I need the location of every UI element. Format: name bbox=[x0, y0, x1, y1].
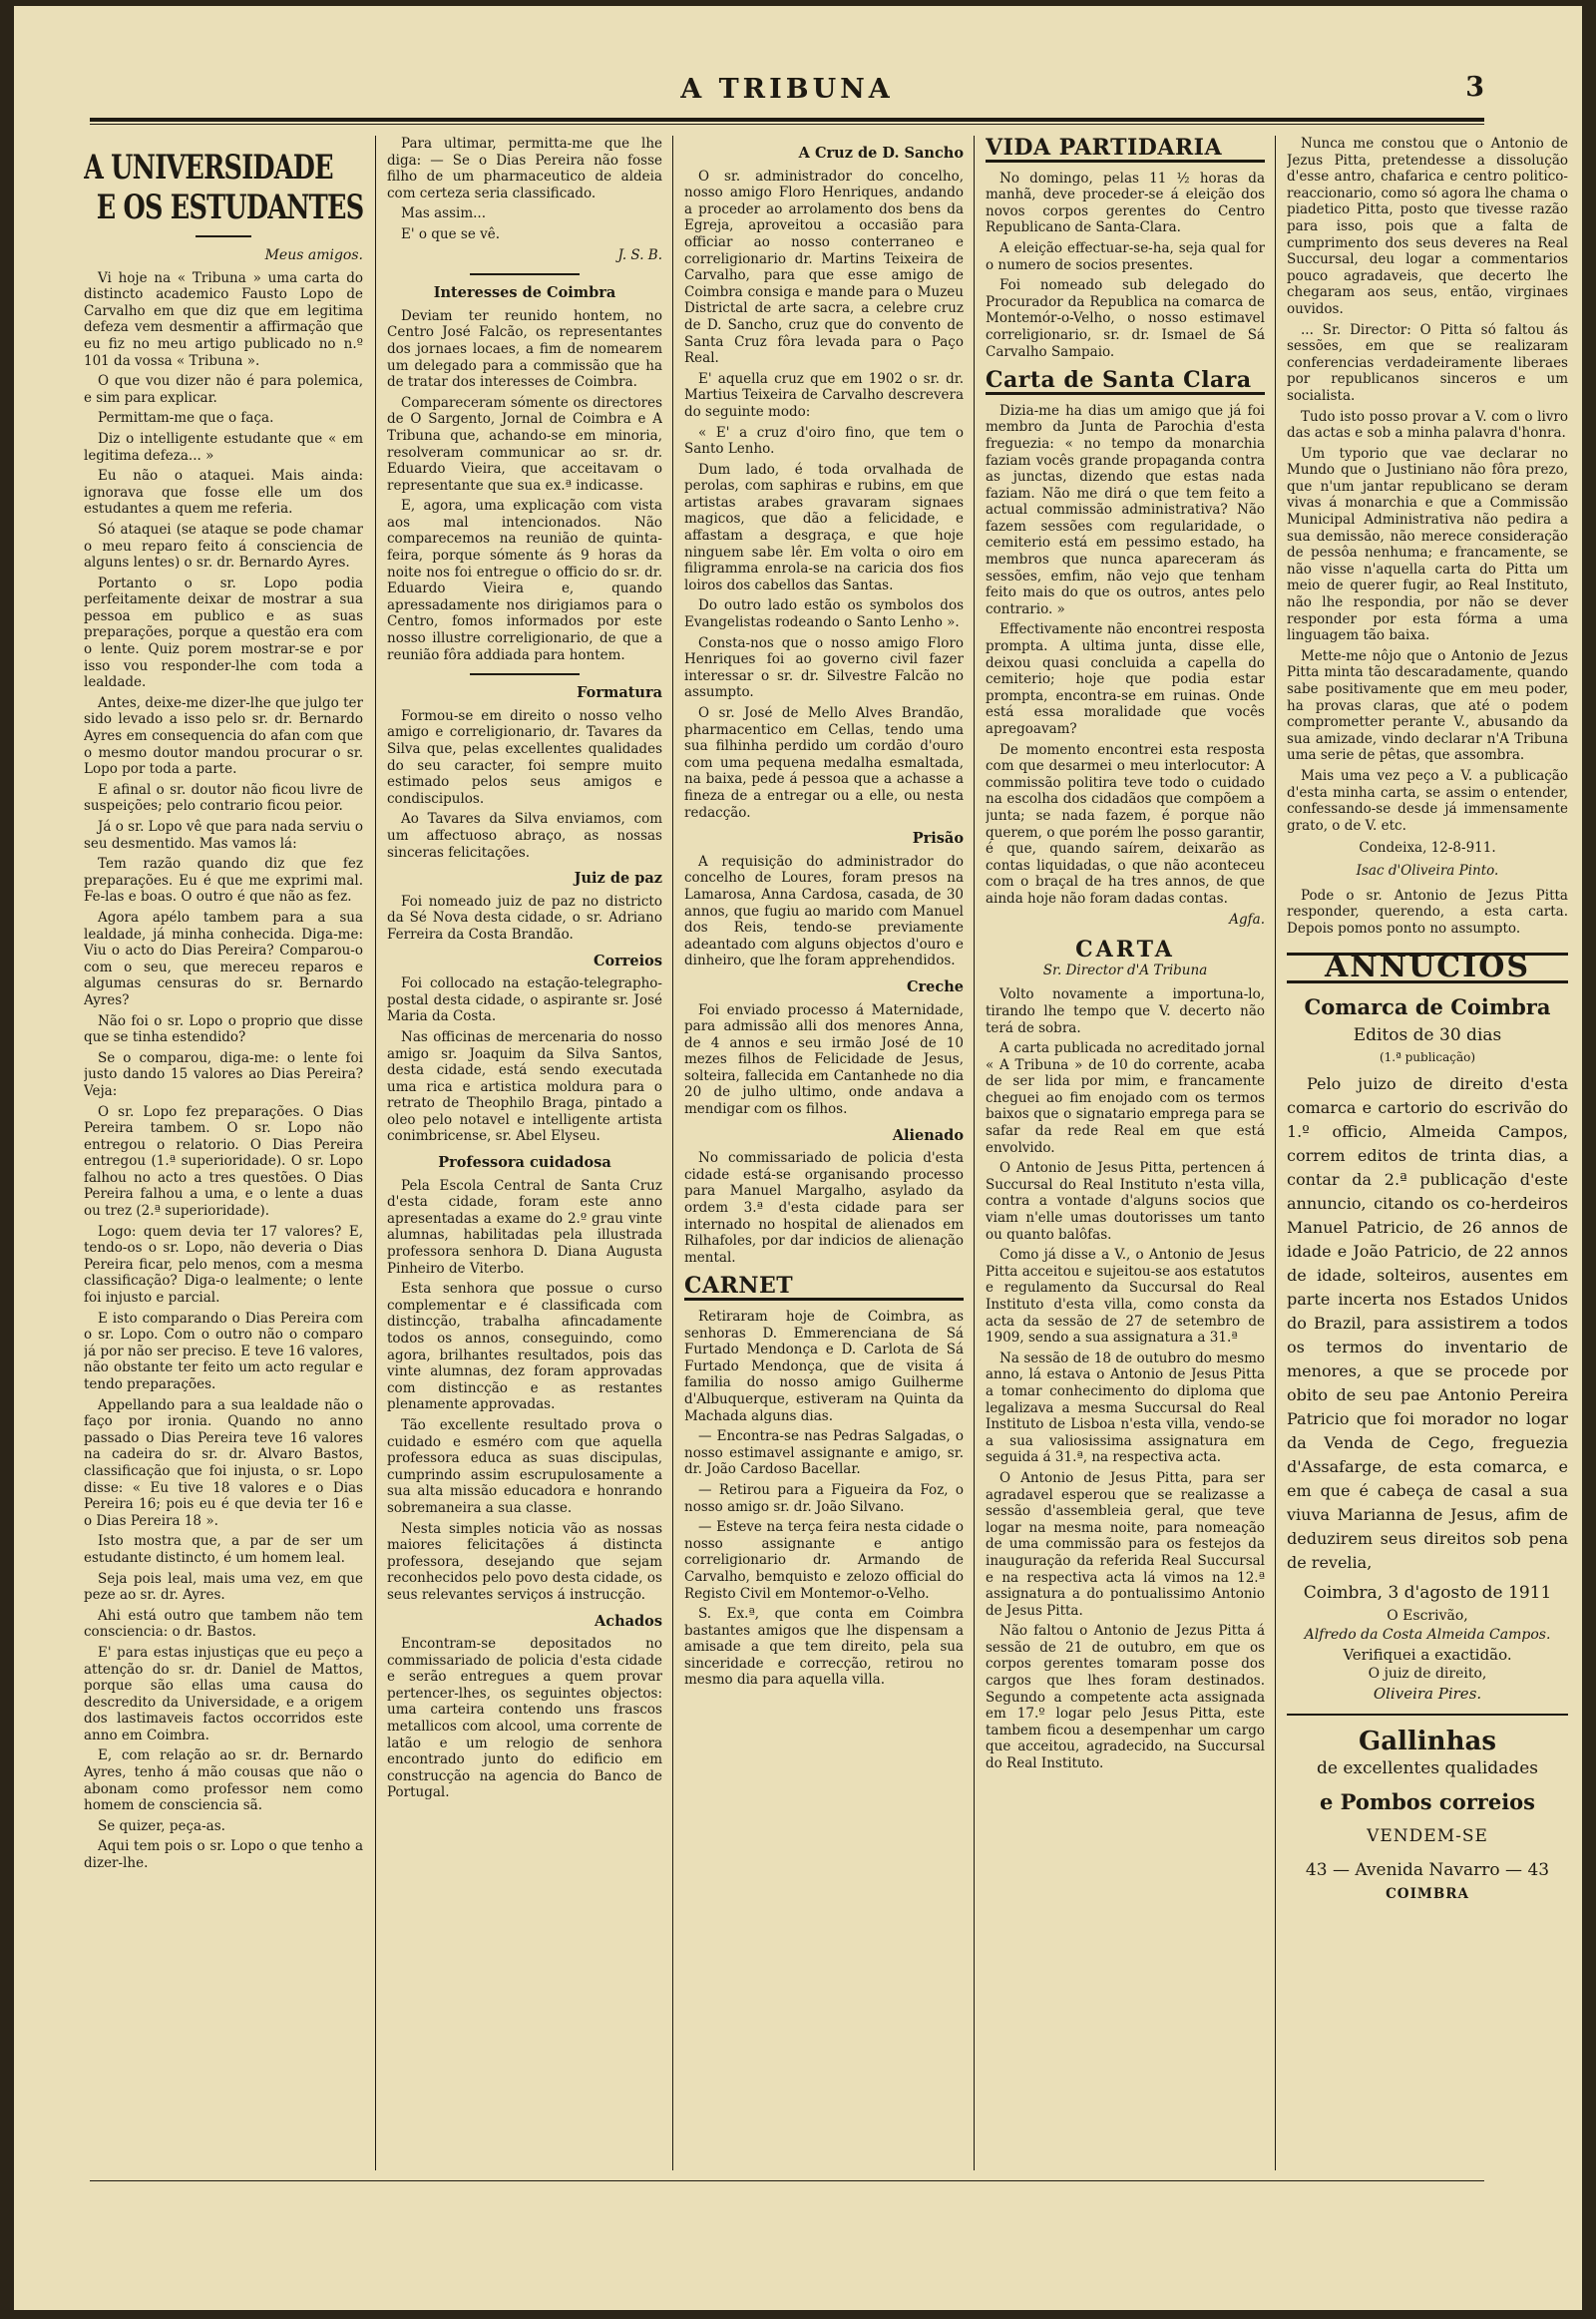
paragraph: Tem razão quando diz que fez preparações. Eu é que me exprimi mal. Fe-las e boas. O outro é que não as fez. bbox=[84, 856, 363, 906]
article-body bbox=[684, 854, 964, 969]
paragraph: Foi enviado processo á Maternidade, para admissão alli dos menores Anna, de 4 annos e seu irmão José de 10 mezes filhos de Felicidade de Jesus, solteira, fallecida em Cantanhede no dia 20 de julho ultimo, onde andava a mendigar com os filhos. bbox=[684, 1001, 964, 1118]
paragraph: O sr. José de Mello Alves Brandão, pharmacentico em Cellas, tendo uma sua filhinha perdido um cordão d'ouro com uma pequena medalha esmaltada, na baixa, pede á pessoa que a achasse a fineza de a entregar ou a elle, ou nesta redacção. bbox=[684, 705, 964, 821]
paragraph: Na sessão de 18 de outubro do mesmo anno, lá estava o Antonio de Jesus Pitta a tomar conhecimento do diploma que legalizava a mesma Succursal do Real Instituto de Lisboa n'esta villa, vendo-se a sua valiosissima assignatura em seguida á 31.ª, na respectiva acta. bbox=[986, 1350, 1265, 1466]
ad-gallinhas-line2: e Pombos correios bbox=[1319, 1789, 1536, 1815]
paragraph: « E' a cruz d'oiro fino, que tem o Santo Lenho. bbox=[684, 424, 964, 458]
paragraph: Já o sr. Lopo vê que para nada serviu o seu desmentido. Mas vamos lá: bbox=[84, 819, 363, 852]
paragraph: Nunca me constou que o Antonio de Jezus Pitta, pretendesse a dissolução d'esse antro, chafarica e centro politico-reaccionario, como só agora lhe chama o piadetico Pitta, posto que tivesse razão para isso, pois que a falta de cumprimento dos seus deveres na Real Succursal, deu logar a commentarios pouco agradaveis, que decerto lhe chegaram aos seus, então, virginaes ouvidos. bbox=[1287, 136, 1568, 317]
paragraph: Nesta simples noticia vão as nossas maiores felicitações á distincta professora, desejando que sejam reconhecidos pelo povo desta cidade, os seus relevantes serviços á instrucção. bbox=[387, 1520, 662, 1603]
section-heading-carnet: CARNET bbox=[684, 1278, 964, 1301]
article-body bbox=[986, 171, 1265, 361]
paragraph: Retiraram hoje de Coimbra, as senhoras D. Emmerenciana de Sá Furtado Mendonça e D. Carlota de Sá Furtado Mendonça, que de visita á familia do nosso amigo Guilherme d'Albuquerque, estiveram na Quinta da Machada alguns dias. bbox=[684, 1309, 964, 1424]
paragraph: Se o comparou, diga-me: o lente foi justo dando 15 valores ao Dias Pereira? Veja: bbox=[84, 1049, 363, 1099]
paragraph: — Esteve na terça feira nesta cidade o nosso assignante e antigo correligionario dr. Armando de Carvalho, bemquisto e zelozo official do Registo Civil em Montemor-o-Velho. bbox=[684, 1519, 964, 1602]
paragraph: Foi nomeado sub delegado do Procurador da Republica na comarca de Montemór-o-Velho, o nosso estimavel correligionario, sr. dr. Ismael de Sá Carvalho Sampaio. bbox=[986, 277, 1265, 360]
paragraph: Ao Tavares da Silva enviamos, com um affectuoso abraço, as nossas sinceras felicitações. bbox=[387, 811, 662, 861]
ad-date: Coimbra, 3 d'agosto de 1911 bbox=[1303, 1582, 1552, 1603]
section-heading: Creche bbox=[906, 977, 964, 995]
paragraph: Consta-nos que o nosso amigo Floro Henriques foi ao governo civil fazer interessar o sr. dr. Silvestre Falcão no assumpto. bbox=[684, 634, 964, 701]
section-heading: Prisão bbox=[912, 830, 964, 848]
paragraph: S. Ex.ª, que conta em Coimbra bastantes amigos que lhe dispensam a amisade a que tem direito, pela sua sinceridade e correcção, retirou no mesmo dia para aquella villa. bbox=[684, 1606, 964, 1689]
ad-city: COIMBRA bbox=[1386, 1886, 1469, 1903]
paragraph: Ahi está outro que tambem não tem consciencia: o dr. Bastos. bbox=[84, 1607, 363, 1641]
column-divider bbox=[375, 136, 376, 2170]
paragraph: Do outro lado estão os symbolos dos Evangelistas rodeando o Santo Lenho ». bbox=[684, 597, 964, 631]
ad-vendem-se: VENDEM-SE bbox=[1367, 1826, 1488, 1847]
article-body bbox=[387, 708, 662, 861]
paragraph: Seja pois leal, mais uma vez, em que peze ao sr. dr. Ayres. bbox=[84, 1570, 363, 1604]
paragraph: E, agora, uma explicação com vista aos mal intencionados. Não comparecemos na reunião de quinta-feira, porque sómente ás 9 horas da noite nos foi entregue o officio do sr. dr. Eduardo Vieira e, quando apressadamente nos dirigiamos para o Centro, fomos informados por este nosso illustre correligionario, de que a reunião fôra addiada para hontem. bbox=[387, 498, 662, 663]
paragraph: Diz o intelligente estudante que « em legitima defeza... » bbox=[84, 430, 363, 464]
paragraph: Nas officinas de mercenaria do nosso amigo sr. Joaquim da Silva Santos, desta cidade, está sendo executada uma rica e artistica moldura para o retrato de Theophilo Braga, pintado a oleo pelo notavel e intelligente artista conimbricense, sr. Abel Elyseu. bbox=[387, 1028, 662, 1145]
paragraph: Dizia-me ha dias um amigo que já foi membro da Junta de Parochia d'esta freguezia: « no tempo da monarchia faziam vocês grande propaganda contra as junctas, dizendo que estas nada faziam. Não me dirá o que tem feito a actual commissão administrativa? Não fazem sessões com regularidade, o cemiterio está em pessimo estado, ha membros que nunca apareceram ás sessões, emfim, não vejo que tenham feito mais do que os outros, antes pelo contrario. » bbox=[986, 402, 1265, 617]
paragraph: Vi hoje na « Tribuna » uma carta do distincto academico Fausto Lopo de Carvalho em que diz que em legitima defeza vem desmentir a affirmação que eu fiz no meu artigo publicado no n.º 101 da vossa « Tribuna ». bbox=[84, 269, 363, 369]
announcements-heading: ANNUCIOS bbox=[1287, 953, 1568, 983]
paragraph: Aqui tem pois o sr. Lopo o que tenho a dizer-lhe. bbox=[84, 1838, 363, 1872]
paragraph: Deviam ter reunido hontem, no Centro José Falcão, os representantes dos jornaes locaes, a fim de nomearem um delegado para a commissão que ha de tratar dos interesses de Coimbra. bbox=[387, 307, 662, 391]
column-divider bbox=[974, 136, 975, 2170]
masthead bbox=[90, 60, 1484, 120]
paragraph: Agora apélo tambem para a sua lealdade, já minha conhecida. Diga-me: Viu o acto do Dias Pereira? Comparou-o com o seu, que mereceu reparos e algumas censuras do sr. Bernardo Ayres? bbox=[84, 909, 363, 1008]
article-body bbox=[84, 270, 363, 1872]
section-heading-carta: CARTA bbox=[1075, 937, 1175, 964]
paragraph: Como já disse a V., o Antonio de Jesus Pitta acceitou e sujeitou-se aos estatutos e regulamento da Succursal do Real Instituto d'esta villa, como consta da acta da sessão de 27 de setembro de 1909, sendo a sua assignatura a 31.ª bbox=[986, 1247, 1265, 1347]
headline-universidade-line1: A UNIVERSIDADE bbox=[84, 148, 333, 188]
paragraph: Isto mostra que, a par de ser um estudante distincto, é um homem leal. bbox=[84, 1533, 363, 1566]
article-body bbox=[684, 1002, 964, 1118]
column-2 bbox=[387, 136, 662, 2170]
newspaper-page bbox=[14, 6, 1582, 2310]
paragraph: Effectivamente não encontrei resposta prompta. A ultima junta, disse elle, deixou quasi concluida a capella do cemiterio; hoje que podia estar prompta, encontra-se em ruinas. Onde está essa moralidade que vocês apregoavam? bbox=[986, 621, 1265, 737]
paragraph: E' aquella cruz que em 1902 o sr. dr. Martius Teixeira de Carvalho descrevera do seguinte modo: bbox=[684, 370, 964, 420]
article-body bbox=[387, 136, 662, 243]
section-heading: Juiz de paz bbox=[574, 870, 662, 888]
ad-escrivao: Alfredo da Costa Almeida Campos. bbox=[1304, 1627, 1551, 1644]
article-body bbox=[387, 1636, 662, 1801]
paragraph: Se quizer, peça-as. bbox=[98, 1817, 225, 1834]
ad-juiz: Oliveira Pires. bbox=[1373, 1684, 1482, 1703]
divider bbox=[470, 273, 580, 275]
place-date: Condeixa, 12-8-911. bbox=[1359, 840, 1496, 857]
column-divider bbox=[672, 136, 673, 2170]
paragraph: No domingo, pelas 11 ½ horas da manhã, deve proceder-se á eleição dos novos corpos gerentes do Centro Republicano de Santa-Clara. bbox=[986, 170, 1265, 236]
paragraph: No commissariado de policia d'esta cidade está-se organisando processo para Manuel Margalho, asylado da ordem 3.ª d'esta cidade para ser internado no hospital de alienados em Rilhafoles, por dar indicios de alienação mental. bbox=[684, 1150, 964, 1266]
section-heading: Correios bbox=[593, 952, 662, 969]
paragraph: Formou-se em direito o nosso velho amigo e correligionario, dr. Tavares da Silva que, pelas excellentes qualidades do seu caracter, foi sempre muito estimado pelos seus amigos e condiscipulos. bbox=[387, 707, 662, 807]
paragraph: E afinal o sr. doutor não ficou livre de suspeições; pelo contrario ficou peior. bbox=[84, 781, 363, 815]
ad-body: Pelo juizo de direito d'esta comarca e cartorio do escrivão do 1.º officio, Almeida Campos, correm editos de trinta dias, a contar da 2.ª publicação d'este annuncio, citando os co-herdeiros Manuel Patricio, de 26 annos de idade e João Patricio, de 22 annos de idade, solteiros, ausentes em parte incerta nos Estados Unidos do Brazil, para assistirem a todos os termos do inventario de menores, a que se procede por obito de seu pae Antonio Pereira Patricio que foi morador no logar da Venda de Cego, freguezia d'Assafarge, de esta comarca, e em que é cabeça de casal a sua viuva Marianna de Jesus, afim de deduzirem seus direitos sob pena de revelia, bbox=[1287, 1073, 1568, 1572]
article-body bbox=[986, 403, 1265, 908]
paragraph: Compareceram sómente os directores de O Sargento, Jornal de Coimbra e A Tribuna que, achando-se em minoria, resolveram communicar ao sr. dr. Eduardo Vieira, que acceitavam o representante que sua ex.ª indicasse. bbox=[387, 394, 662, 494]
ad-publicacao: (1.ª publicação) bbox=[1379, 1049, 1476, 1064]
salutation: Meus amigos. bbox=[264, 247, 363, 263]
column-4 bbox=[986, 136, 1265, 2170]
article-body bbox=[387, 975, 662, 1145]
article-body bbox=[387, 308, 662, 663]
paragraph: Permittam-me que o faça. bbox=[98, 410, 274, 427]
paragraph: Mas assim... bbox=[401, 205, 486, 222]
ad-gallinhas-line1: de excellentes qualidades bbox=[1316, 1758, 1538, 1779]
ad-editos: Editos de 30 dias bbox=[1353, 1024, 1502, 1045]
paragraph: O Antonio de Jesus Pitta, para ser agradavel esperou que se realizasse a sessão d'assembleia geral, que teve logar na mesma noite, para nomeação de uma commissão para os festejos da inauguração da referida Real Succursal e na respectiva acta lá vimos na 12.ª assignatura a do pontualissimo Antonio de Jesus Pitta. bbox=[986, 1469, 1265, 1619]
divider bbox=[1287, 1714, 1568, 1716]
paragraph: Mais uma vez peço a V. a publicação d'esta minha carta, se assim o entender, confessando-se desde já immensamente grato, o de V. etc. bbox=[1287, 767, 1568, 834]
paragraph: O Antonio de Jesus Pitta, pertencen á Succursal do Real Instituto n'esta villa, contra a vontade d'alguns socios que viam n'elle umas doutorisses um tanto ou quanto balôfas. bbox=[986, 1160, 1265, 1243]
paragraph: A requisição do administrador do concelho de Loures, foram presos na Lamarosa, Anna Cardosa, casada, de 30 annos, que fugiu ao marido com Manuel dos Reis, tendo-se previamente adeantado com alguns objectos d'ouro e dinheiro, que lhe foram apprehendidos. bbox=[684, 853, 964, 969]
paragraph: E, com relação ao sr. dr. Bernardo Ayres, tenho á mão cousas que não o abonam como professor nem como homem de consciencia sã. bbox=[84, 1747, 363, 1814]
paragraph: Tão excellente resultado prova o cuidado e esméro com que aquella professora educa as suas discipulas, cumprindo assim escrupulosamente a sua alta missão educadora e honrando sobremaneira a sua classe. bbox=[387, 1416, 662, 1516]
letter-addressee: Sr. Director d'A Tribuna bbox=[1042, 962, 1208, 978]
signature: J. S. B. bbox=[617, 246, 662, 263]
section-heading: Interesses de Coimbra bbox=[433, 284, 616, 302]
ad-comarca: Comarca de Coimbra bbox=[1304, 993, 1551, 1019]
paragraph: Um typorio que vae declarar no Mundo que o Justiniano não fôra prezo, que n'um jantar republicano se deram vivas á monarchia e que a Commissão Municipal Administrativa não pedira a sua demissão, não merece consideração de pessôa nenhuma; e francamente, se não visse n'aquella carta do Pitta um meio de querer fugir, ao Real Instituto, não lhe respondia, por não se dever responder por esta fórma a uma linguagem tão baixa. bbox=[1287, 445, 1568, 644]
article-body bbox=[986, 986, 1265, 1771]
paragraph: Tudo isto posso provar a V. com o livro das actas e sob a minha palavra d'honra. bbox=[1287, 408, 1568, 442]
paragraph: E' para estas injustiças que eu peço a attenção do sr. dr. Daniel de Mattos, porque são ellas uma causa do descredito da Universidade, e a origem dos lastimaveis factos occorridos este anno em Coimbra. bbox=[84, 1644, 363, 1743]
editor-note: Pode o sr. Antonio de Jezus Pitta responder, querendo, a esta carta. Depois pomos ponto no assumpto. bbox=[1287, 887, 1568, 937]
paragraph: Só ataquei (se ataque se pode chamar o meu reparo feito á consciencia de alguns lentes) o sr. dr. Bernardo Ayres. bbox=[84, 521, 363, 572]
divider bbox=[470, 673, 580, 675]
signature: Agfa. bbox=[1229, 911, 1265, 928]
column-divider bbox=[1275, 136, 1276, 2170]
ad-juiz-label: O juiz de direito, bbox=[1368, 1666, 1487, 1683]
paragraph: A carta publicada no acreditado jornal « A Tribuna » de 10 do corrente, acaba de ser lida por mim, e francamente cheguei ao fim enojado com os termos baixos que o signatario emprega para se safar da rede Real em que está envolvido. bbox=[986, 1040, 1265, 1156]
paragraph: Esta senhora que possue o curso complementar e é classificada com distincção, trabalha afincadamente todos os annos, conseguindo, como agora, brilhantes resultados, pois das vinte alumnas, dez foram approvadas com distincção e as restantes plenamente approvadas. bbox=[387, 1281, 662, 1413]
paragraph: De momento encontrei esta resposta com que desarmei o meu interlocutor: A commissão politira teve todo o cuidado na escolha dos cidadãos que compõem a junta; se nada fazem, é porque não querem, o que porém lhe posso garantir, é que, quando saírem, deixarão as contas liquidadas, o que não aconteceu com o braçal de ha tres annos, de que ainda hoje não foram dadas contas. bbox=[986, 741, 1265, 907]
paragraph: E isto comparando o Dias Pereira com o sr. Lopo. Com o outro não o comparo já por não ser preciso. E teve 16 valores, não obstante ter feito um acto regular e tendo preparações. bbox=[84, 1310, 363, 1392]
newspaper-title: A TRIBUNA bbox=[680, 74, 894, 105]
paragraph: Appellando para a sua lealdade não o faço por ironia. Quando no anno passado o Dias Pereira teve 16 valores na cadeira do sr. dr. Alvaro Bastos, classificação que foi injusta, o sr. Lopo disse: « Eu tive 18 valores e o Dias Pereira 16; pois eu é que devia ter 16 e o Dias Pereira 18 ». bbox=[84, 1396, 363, 1529]
section-heading-santa-clara: Carta de Santa Clara bbox=[986, 372, 1265, 395]
paragraph: Antes, deixe-me dizer-lhe que julgo ter sido levado a isso pelo sr. dr. Bernardo Ayres em consequencia do afan com que o mesmo doutor mandou procurar o sr. Lopo por toda a parte. bbox=[84, 694, 363, 778]
paragraph: O sr. administrador do concelho, nosso amigo Floro Henriques, andando a proceder ao arrolamento dos bens da Egreja, aproveitou a occasião para officiar ao nosso conterraneo e correligionario dr. Martins Teixeira de Carvalho, para que esse amigo de Coimbra consiga e mande para o Muzeu Districtal de arte sacra, a celebre cruz de D. Sancho, cruz que do convento de Santa Cruz fôra levada para o Paço Real. bbox=[684, 168, 964, 367]
paragraph: A eleição effectuar-se-ha, seja qual for o numero de socios presentes. bbox=[986, 239, 1265, 273]
column-1 bbox=[84, 136, 363, 2170]
paragraph: O que vou dizer não é para polemica, e sim para explicar. bbox=[84, 373, 363, 406]
section-heading: Achados bbox=[595, 1612, 662, 1630]
column-3 bbox=[684, 136, 964, 2170]
section-heading-vida-partidaria: VIDA PARTIDARIA bbox=[986, 140, 1265, 163]
article-body bbox=[387, 1178, 662, 1604]
ad-gallinhas-heading: Gallinhas bbox=[1359, 1727, 1496, 1757]
paragraph: Para ultimar, permitta-me que lhe diga: — Se o Dias Pereira não fosse filho de um pharmaceutico de aldeia com certeza seria classificado. bbox=[387, 136, 662, 201]
paragraph: Eu não o ataquei. Mais ainda: ignorava que fosse elle um dos estudantes a quem me referia. bbox=[84, 468, 363, 518]
paragraph: ... Sr. Director: O Pitta só faltou ás sessões, em que se realizaram conferencias verdadeiramente liberaes por republicanos sinceros e um socialista. bbox=[1287, 321, 1568, 404]
paragraph: — Encontra-se nas Pedras Salgadas, o nosso estimavel assignante e amigo, sr. dr. João Cardoso Bacellar. bbox=[684, 1428, 964, 1478]
masthead-rule bbox=[90, 118, 1484, 125]
section-heading: A Cruz de D. Sancho bbox=[798, 145, 964, 162]
paragraph: Pela Escola Central de Santa Cruz d'esta cidade, foram este anno apresentadas a exame do 2.º grau vinte alumnas, habilitadas pela illustrada professora senhora D. Diana Augusta Pinheiro de Viterbo. bbox=[387, 1177, 662, 1277]
ad-address: 43 — Avenida Navarro — 43 bbox=[1305, 1860, 1550, 1881]
paragraph: Logo: quem devia ter 17 valores? E, tendo-os o sr. Lopo, não deveria o Dias Pereira ficar, pelo menos, com a mesma classificação? Diga-o lealmente; o lente foi injusto e parcial. bbox=[84, 1223, 363, 1307]
paragraph: E' o que se vê. bbox=[401, 225, 501, 242]
paragraph: Não foi o sr. Lopo o proprio que disse que se tinha estendido? bbox=[84, 1012, 363, 1046]
paragraph: Mette-me nôjo que o Antonio de Jezus Pitta minta tão descaradamente, quando sabe positivamente que em meu poder, ha provas claras, que até o podem comprometter perante V., abusando da sua amizade, vindo declarar n'A Tribuna uma serie de pêtas, que assombra. bbox=[1287, 647, 1568, 764]
bottom-rule bbox=[90, 2180, 1484, 2181]
ad-escrivao-label: O Escrivão, bbox=[1387, 1607, 1468, 1624]
section-heading: Formatura bbox=[577, 684, 662, 702]
paragraph: Foi collocado na estação-telegrapho-postal desta cidade, o aspirante sr. José Maria da Costa. bbox=[387, 975, 662, 1025]
paragraph: Foi nomeado juiz de paz no districto da Sé Nova desta cidade, o sr. Adriano Ferreira da Costa Brandão. bbox=[387, 893, 662, 943]
paragraph: Volto novamente a importuna-lo, tirando lhe tempo que V. decerto não terá de sobra. bbox=[986, 986, 1265, 1036]
article-body bbox=[387, 894, 662, 944]
article-body bbox=[684, 1309, 964, 1689]
column-5 bbox=[1287, 136, 1568, 2170]
paragraph: Encontram-se depositados no commissariado de policia d'esta cidade e serão entregues a quem provar pertencer-lhes, os seguintes objectos: uma carteira contendo uns frascos metallicos com alcool, uma corrente de latão e um relogio de senhora encontrado junto do edificio em construcção na agencia do Banco de Portugal. bbox=[387, 1636, 662, 1801]
paragraph: O sr. Lopo fez preparações. O Dias Pereira tambem. O sr. Lopo não entregou o relatorio. O Dias Pereira entregou (1.ª superioridade). O sr. Lopo falhou no acto a tres questões. O Dias Pereira falhou a uma, e o lente a duas ou trez (2.ª superioridade). bbox=[84, 1103, 363, 1220]
article-body bbox=[684, 1150, 964, 1266]
paragraph: Portanto o sr. Lopo podia perfeitamente deixar de mostrar a sua pessoa em publico e as suas preparações, porque a questão era com o lente. Quiz porem mostrar-se e por isso vou responder-lhe com toda a lealdade. bbox=[84, 575, 363, 691]
article-body bbox=[684, 169, 964, 822]
section-heading: Professora cuidadosa bbox=[438, 1154, 611, 1172]
paragraph: — Retirou para a Figueira da Foz, o nosso amigo sr. dr. João Silvano. bbox=[684, 1481, 964, 1515]
paragraph: Não faltou o Antonio de Jezus Pitta á sessão de 21 de outubro, em que os corpos gerentes tomaram posse dos cargos que lhes foram destinados. Segundo a competente acta assignada em 17.º logar pelo Jesus Pitta, este tambem ficou a desempenhar um cargo que acceitou, agradecido, na Succursal do Real Instituto. bbox=[986, 1623, 1265, 1772]
headline-universidade-line2: E OS ESTUDANTES bbox=[96, 188, 363, 227]
divider bbox=[196, 235, 251, 237]
paragraph: Dum lado, é toda orvalhada de perolas, com saphiras e rubins, em que artistas arabes gravaram signaes magicos, que dão a felicidade, e affastam a desgraça, e que hoje ninguem sabe lêr. Em volta o oiro em filigramma enrola-se na caricia dos fios loiros dos cabellos das Santas. bbox=[684, 461, 964, 593]
ad-verifiquei: Verifiquei a exactidão. bbox=[1343, 1645, 1512, 1664]
article-body bbox=[1287, 136, 1568, 834]
page-number: 3 bbox=[1465, 72, 1484, 103]
signature: Isac d'Oliveira Pinto. bbox=[1356, 862, 1499, 879]
section-heading: Alienado bbox=[892, 1126, 964, 1144]
